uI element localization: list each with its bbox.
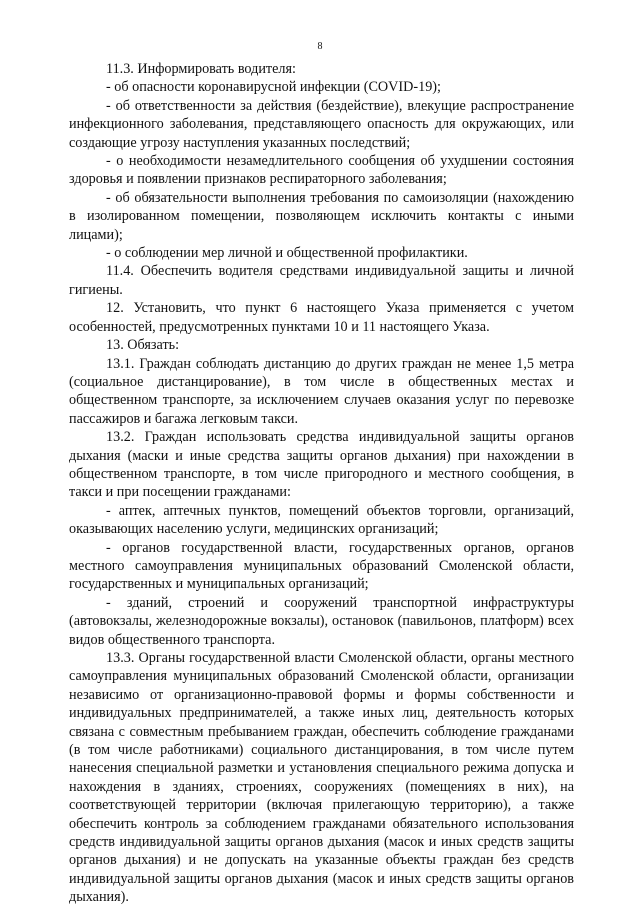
- paragraph: - аптек, аптечных пунктов, помещений объектов торговли, организаций, оказывающих населению услуги, медицинских организаций;: [69, 502, 574, 538]
- document-body: [69, 60, 574, 907]
- page-number: 8: [317, 41, 323, 52]
- paragraph: 11.3. Информировать водителя:: [106, 61, 296, 77]
- paragraph: 13.1. Граждан соблюдать дистанцию до других граждан не менее 1,5 метра (социальное дистанцирование), в том числе в общественных местах и общественном транспорте, за исключением случаев оказания услуг по перевозке пассажиров и багажа легковым такси.: [69, 355, 574, 427]
- paragraph: 13. Обязать:: [106, 337, 180, 354]
- paragraph: - органов государственной власти, государственных органов, органов местного самоуправления муниципальных образований Смоленской области, государственных и муниципальных организаций;: [69, 539, 574, 593]
- paragraph: - об опасности коронавирусной инфекции (COVID-19);: [106, 79, 441, 96]
- paragraph: - зданий, строений и сооружений транспортной инфраструктуры (автовокзалы, железнодорожные вокзалы), остановок (павильонов, платформ) всех видов общественного транспорта.: [69, 594, 574, 648]
- paragraph: - о необходимости незамедлительного сообщения об ухудшении состояния здоровья и появлении признаков респираторного заболевания;: [69, 153, 574, 188]
- paragraph: 13.3. Органы государственной власти Смоленской области, органы местного самоуправления муниципальных образований Смоленской области, организации независимо от организационно-правовой формы и формы собственности и индивидуальных предпринимателей, а также иных лиц, деятельность которых связана с совместным пребыванием граждан, обеспечить соблюдение гражданами (в том числе работниками) социального дистанцирования, в том числе путем нанесения специальной разметки и установления специального режима допуска и нахождения в зданиях, строениях, сооружениях (помещениях в них), на соответствующей территории (включая прилегающую территорию), а также обеспечить контроль за соблюдением гражданами обязательного использования средств индивидуальной защиты органов дыхания (масок и иных средств защиты органов дыхания) и не допускать на указанные объекты граждан без средств индивидуальной защиты органов дыхания (масок и иных средств защиты органов дыхания).: [69, 650, 574, 906]
- paragraph: - об обязательности выполнения требования по самоизоляции (нахождению в изолированном помещении, позволяющем исключить контакты с иными лицами);: [69, 189, 574, 243]
- paragraph: 13.2. Граждан использовать средства индивидуальной защиты органов дыхания (маски и иные средства защиты органов дыхания) при нахождении в общественном транспорте, в том числе пригородного и местного сообщения, в такси и при посещении гражданами:: [69, 429, 574, 501]
- paragraph: - о соблюдении мер личной и общественной профилактики.: [106, 245, 468, 262]
- paragraph: - об ответственности за действия (бездействие), влекущие распространение инфекционного заболевания, представляющего опасность для окружающих, или создающие угрозу наступления указанных последствий;: [69, 97, 574, 151]
- paragraph: 11.4. Обеспечить водителя средствами индивидуальной защиты и личной гигиены.: [69, 263, 574, 298]
- paragraph: 12. Установить, что пункт 6 настоящего Указа применяется с учетом особенностей, предусмотренных пунктами 10 и 11 настоящего Указа.: [69, 300, 574, 335]
